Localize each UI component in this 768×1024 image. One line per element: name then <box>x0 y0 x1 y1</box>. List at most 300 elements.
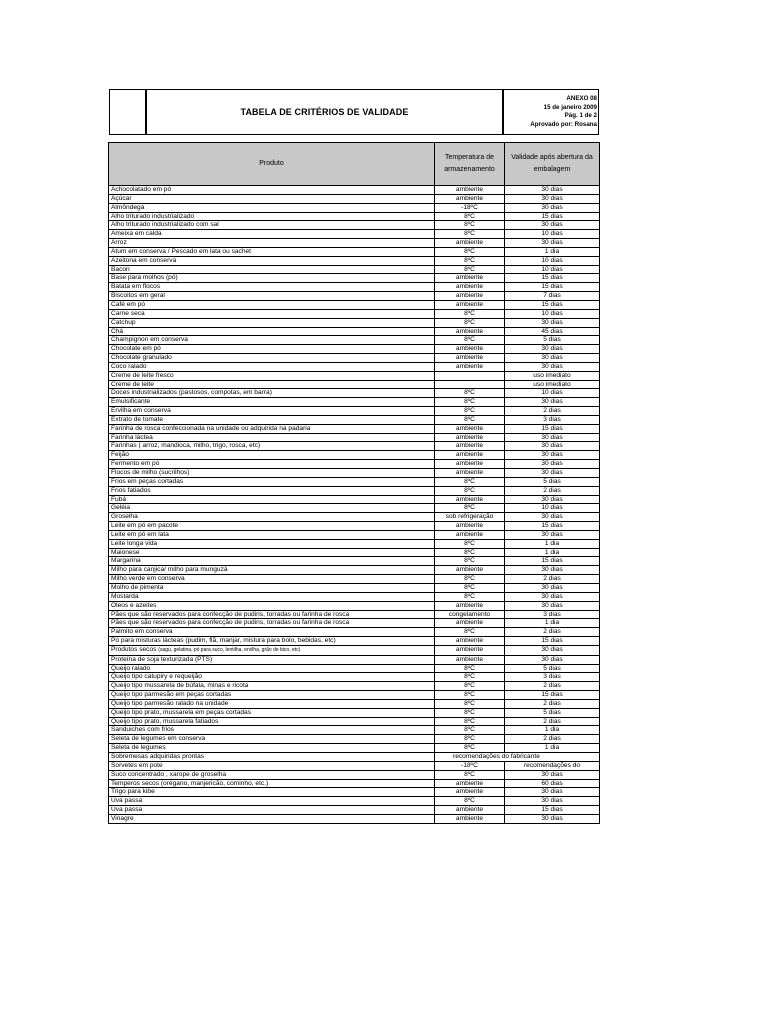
product-cell <box>109 548 435 557</box>
table-row <box>109 628 600 637</box>
validity-cell <box>505 442 600 451</box>
temperature-cell-text: recomendações do fabricante <box>453 753 540 760</box>
temperature-cell <box>435 451 505 460</box>
product-cell <box>109 691 435 700</box>
validity-cell-text: 30 dias <box>541 495 563 503</box>
temperature-cell <box>435 371 505 380</box>
product-cell-text: Leite longa vida <box>111 539 158 547</box>
temperature-cell-text: -18ºC <box>461 203 478 211</box>
validity-cell <box>505 610 600 619</box>
temperature-cell <box>435 415 505 424</box>
validity-cell-text: 30 dias <box>541 354 563 362</box>
product-cell-text: Milho para canjica/ milho para munguzá <box>111 566 228 574</box>
product-cell <box>109 557 435 566</box>
validity-cell-text: 30 dias <box>541 239 563 247</box>
table-row <box>109 655 600 664</box>
table-row <box>109 744 600 753</box>
temperature-cell-text: ambiente <box>455 460 484 468</box>
product-cell <box>109 673 435 682</box>
temperature-cell <box>435 380 505 389</box>
product-cell <box>109 619 435 628</box>
validity-cell <box>505 708 600 717</box>
validity-cell-text: 7 dias <box>543 292 561 300</box>
product-cell <box>109 407 435 416</box>
temperature-cell-text: 8ºC <box>464 407 475 415</box>
table-row <box>109 194 600 203</box>
validity-cell-text: 30 dias <box>541 186 563 193</box>
temperature-cell-text: 8ºC <box>464 699 475 707</box>
temperature-cell-text: ambiente <box>455 522 484 530</box>
validity-cell <box>505 583 600 592</box>
table-row <box>109 601 600 610</box>
table-row <box>109 699 600 708</box>
validity-cell-text: 30 dias <box>541 451 563 459</box>
validity-cell-text: 1 dia <box>544 548 560 556</box>
temperature-cell <box>435 575 505 584</box>
temperature-cell <box>435 239 505 248</box>
temperature-cell-text: 8ºC <box>464 691 475 699</box>
temperature-cell <box>435 708 505 717</box>
table-row <box>109 442 600 451</box>
validity-cell-text: 1 dia <box>544 726 560 734</box>
product-cell-text: Doces industrializados (pastosos, compotas, em barra) <box>111 389 272 397</box>
temperature-cell-text: sob refrigeração <box>445 513 494 521</box>
temperature-cell-text: ambiente <box>455 433 484 441</box>
temperature-cell-text: 8ºC <box>464 735 475 743</box>
validity-cell <box>505 389 600 398</box>
validity-cell <box>505 717 600 726</box>
temperature-cell-text: 8ºC <box>464 673 475 681</box>
product-cell-text: Frios fatiados <box>111 486 151 494</box>
table-row <box>109 212 600 221</box>
table-row <box>109 371 600 380</box>
table-row <box>109 354 600 363</box>
temperature-cell-text: 8ºC <box>464 708 475 716</box>
validity-cell <box>505 592 600 601</box>
product-cell <box>109 274 435 283</box>
product-cell-text: Creme de leite <box>111 380 154 388</box>
product-cell <box>109 513 435 522</box>
temperature-cell-text: ambiente <box>455 239 484 247</box>
table-row <box>109 292 600 301</box>
temperature-cell <box>435 274 505 283</box>
validity-cell <box>505 522 600 531</box>
document-header <box>109 89 599 135</box>
validity-cell-text: 1 dia <box>544 247 560 255</box>
validity-cell-text: 10 dias <box>541 309 563 317</box>
table-row <box>109 522 600 531</box>
table-row <box>109 433 600 442</box>
temperature-cell <box>435 699 505 708</box>
validity-cell <box>505 371 600 380</box>
temperature-cell <box>435 770 505 779</box>
validity-cell <box>505 486 600 495</box>
product-cell <box>109 354 435 363</box>
validity-cell-text: 45 dias <box>541 327 563 335</box>
product-cell-text: Groselha <box>111 513 138 521</box>
temperature-cell-text: 8ºC <box>464 221 475 229</box>
validity-cell-text: uso imediato <box>533 371 571 379</box>
validity-cell-text: 30 dias <box>541 469 563 476</box>
temperature-cell-text: 8ºC <box>464 592 475 600</box>
temperature-cell <box>435 806 505 815</box>
product-cell <box>109 797 435 806</box>
validity-cell-text: 60 dias <box>541 779 563 787</box>
temperature-cell <box>435 592 505 601</box>
table-row <box>109 460 600 469</box>
validity-cell <box>505 575 600 584</box>
table-row <box>109 256 600 265</box>
temperature-cell <box>435 779 505 788</box>
product-cell <box>109 380 435 389</box>
product-cell-text: Pó para misturas lácteas (pudim, flã, manjar, mistura para bolo, bebidas, etc) <box>111 637 336 645</box>
validity-cell-text: 15 dias <box>541 424 563 432</box>
temperature-cell <box>435 407 505 416</box>
validity-cell <box>505 345 600 354</box>
validity-cell <box>505 424 600 433</box>
validity-cell <box>505 744 600 753</box>
temperature-cell-text: 8ºC <box>464 318 475 326</box>
product-cell <box>109 682 435 691</box>
table-row <box>109 398 600 407</box>
validity-cell <box>505 318 600 327</box>
validity-cell-text: 30 dias <box>541 788 563 796</box>
product-cell-text: Batata em flocos <box>111 283 161 291</box>
temperature-cell <box>435 814 505 823</box>
column-header-temperature: Temperatura de armazenamento <box>435 143 505 186</box>
table-row <box>109 557 600 566</box>
product-cell-text: Óleos e azeites <box>111 601 157 609</box>
temperature-cell <box>435 477 505 486</box>
table-row <box>109 664 600 673</box>
product-cell-text: Queijo tipo catupiry e requeijão <box>111 673 202 681</box>
product-cell <box>109 592 435 601</box>
product-cell-text: Queijo tipo prato, mussarela em peças cortadas <box>111 708 252 716</box>
product-cell-text: Café em pó <box>111 300 146 308</box>
table-header-row <box>109 143 600 186</box>
temperature-cell <box>435 318 505 327</box>
temperature-cell-text: ambiente <box>455 530 484 538</box>
product-cell <box>109 442 435 451</box>
temperature-cell <box>435 628 505 637</box>
temperature-cell <box>435 682 505 691</box>
table-row <box>109 300 600 309</box>
product-cell <box>109 583 435 592</box>
temperature-cell-text: ambiente <box>455 619 484 627</box>
product-cell <box>109 735 435 744</box>
validity-cell-text: uso imediato <box>533 380 571 388</box>
temperature-cell-text: 8ºC <box>464 504 475 512</box>
temperature-cell-text: ambiente <box>455 362 484 370</box>
validity-cell <box>505 415 600 424</box>
validity-cell <box>505 566 600 575</box>
table-row <box>109 761 600 770</box>
validity-cell <box>505 460 600 469</box>
product-cell <box>109 292 435 301</box>
product-cell-text: Arroz <box>111 239 127 247</box>
validity-cell-text: 30 dias <box>541 530 563 538</box>
table-row <box>109 814 600 823</box>
approved-by: Aprovado por: Rosana <box>530 120 597 128</box>
table-row <box>109 708 600 717</box>
product-cell <box>109 504 435 513</box>
validity-cell <box>505 557 600 566</box>
validity-cell <box>505 451 600 460</box>
temperature-cell <box>435 469 505 478</box>
temperature-cell-text: 8ºC <box>464 389 475 397</box>
temperature-cell-text: ambiente <box>455 779 484 787</box>
temperature-cell-text: 8ºC <box>464 212 475 220</box>
table-row <box>109 645 600 655</box>
temperature-cell <box>435 522 505 531</box>
product-cell <box>109 770 435 779</box>
temperature-cell-text: 8ºC <box>464 486 475 494</box>
table-row <box>109 221 600 230</box>
validity-cell-text: 3 dias <box>543 415 561 423</box>
product-cell-text: Temperos secos (orégano, manjericão, cominho, etc.) <box>111 779 269 787</box>
temperature-cell <box>435 327 505 336</box>
validity-cell <box>505 283 600 292</box>
table-row <box>109 566 600 575</box>
validity-cell-text: 15 dias <box>541 806 563 814</box>
temperature-cell <box>435 354 505 363</box>
temperature-cell <box>435 788 505 797</box>
temperature-cell-text: ambiente <box>455 194 484 202</box>
validity-cell-text: 5 dias <box>543 477 561 485</box>
product-cell-text: Trigo para kibe <box>111 788 155 796</box>
product-cell-text: Pães que são reservados para confecção de pudins, torradas ou farinha de rosca <box>111 610 350 618</box>
product-cell-text: Geléia <box>111 504 131 512</box>
table-row <box>109 415 600 424</box>
temperature-cell-text: 8ºC <box>464 247 475 255</box>
validity-cell <box>505 655 600 664</box>
validity-cell-text: 1 dia <box>544 539 560 547</box>
product-cell <box>109 203 435 212</box>
temperature-cell <box>435 203 505 212</box>
product-cell <box>109 530 435 539</box>
validity-cell <box>505 274 600 283</box>
product-cell-text: Queijo tipo parmesão ralado na unidade <box>111 699 229 707</box>
product-cell <box>109 628 435 637</box>
product-cell <box>109 539 435 548</box>
product-cell-text: Milho verde em conserva <box>111 575 185 583</box>
temperature-cell <box>435 761 505 770</box>
validity-cell-text: 1 dia <box>544 619 560 627</box>
temperature-cell <box>435 186 505 195</box>
validity-cell-text: 30 dias <box>541 460 563 468</box>
table-row <box>109 477 600 486</box>
table-row <box>109 753 600 762</box>
product-cell-text: Pães que são reservados para confecção de pudins, torradas ou farinha de rosca <box>111 619 350 627</box>
product-cell <box>109 371 435 380</box>
temperature-cell <box>435 735 505 744</box>
table-row <box>109 318 600 327</box>
validity-cell-text: 30 dias <box>541 221 563 229</box>
table-row <box>109 682 600 691</box>
temperature-cell-text: 8ºC <box>464 539 475 547</box>
product-cell-text: Queijo ralado <box>111 664 151 672</box>
temperature-cell <box>435 495 505 504</box>
product-cell-text: Achocolatado em pó <box>111 186 172 193</box>
validity-cell <box>505 407 600 416</box>
product-cell <box>109 309 435 318</box>
validity-cell <box>505 292 600 301</box>
temperature-cell <box>435 673 505 682</box>
product-cell-text: Seleta de legumes <box>111 744 166 752</box>
product-cell <box>109 221 435 230</box>
product-cell <box>109 362 435 371</box>
column-header-product: Produto <box>109 143 435 186</box>
temperature-cell <box>435 513 505 522</box>
temperature-cell-text: 8ºC <box>464 265 475 273</box>
temperature-cell <box>435 221 505 230</box>
validity-cell <box>505 300 600 309</box>
temperature-cell-text: ambiente <box>455 566 484 574</box>
validity-cell <box>505 779 600 788</box>
validity-cell-text: 30 dias <box>541 194 563 202</box>
temperature-cell <box>435 797 505 806</box>
table-row <box>109 592 600 601</box>
table-row <box>109 283 600 292</box>
product-cell-text: Sorvetes em pote <box>111 761 163 769</box>
product-cell <box>109 336 435 345</box>
temperature-cell <box>435 655 505 664</box>
validity-cell <box>505 354 600 363</box>
validity-cell-text: 30 dias <box>541 398 563 406</box>
product-cell-text: Seleta de legumes em conserva <box>111 735 206 743</box>
product-cell <box>109 699 435 708</box>
product-cell-text: Açúcar <box>111 194 132 202</box>
validity-cell-text: recomendações do <box>523 761 581 769</box>
temperature-cell-text: ambiente <box>455 300 484 308</box>
temperature-cell-text: 8ºC <box>464 548 475 556</box>
validity-cell-text: 15 dias <box>541 274 563 282</box>
temperature-cell <box>435 460 505 469</box>
table-row <box>109 797 600 806</box>
table-row <box>109 788 600 797</box>
temperature-cell <box>435 247 505 256</box>
temperature-cell <box>435 504 505 513</box>
table-row <box>109 637 600 646</box>
product-cell <box>109 247 435 256</box>
table-row <box>109 691 600 700</box>
product-cell-text: Carne seca <box>111 309 145 317</box>
temperature-cell <box>435 664 505 673</box>
validity-cell-text: 30 dias <box>541 442 563 450</box>
table-row <box>109 407 600 416</box>
validity-cell <box>505 327 600 336</box>
temperature-cell <box>435 753 540 762</box>
product-cell <box>109 717 435 726</box>
validity-cell <box>505 619 600 628</box>
product-cell <box>109 477 435 486</box>
product-cell-text: Almôndega <box>111 203 145 211</box>
table-row <box>109 575 600 584</box>
validity-cell-text: 5 dias <box>543 664 561 672</box>
table-row <box>109 548 600 557</box>
table-row <box>109 230 600 239</box>
product-cell-text: Queijo tipo prato, mussarela fatiados <box>111 717 219 725</box>
page-number: Pág. 1 de 2 <box>564 112 597 119</box>
product-cell-text: Sobremesas adquiridas prontas <box>111 753 205 760</box>
validity-cell <box>505 601 600 610</box>
product-cell-text: Champignon em conserva <box>111 336 188 344</box>
validity-cell-text: 30 dias <box>541 646 563 654</box>
temperature-cell <box>435 230 505 239</box>
temperature-cell-text: ambiente <box>455 354 484 362</box>
product-cell <box>109 460 435 469</box>
temperature-cell-text: ambiente <box>455 806 484 814</box>
product-cell <box>109 230 435 239</box>
product-cell-text: Palmito em conserva <box>111 628 173 636</box>
temperature-cell-text: ambiente <box>455 283 484 291</box>
table-row <box>109 327 600 336</box>
validity-cell-text: 3 dias <box>543 673 561 681</box>
table-row <box>109 309 600 318</box>
validity-cell <box>505 548 600 557</box>
temperature-cell <box>435 362 505 371</box>
table-row <box>109 539 600 548</box>
product-cell <box>109 726 435 735</box>
validity-cell-text: 10 dias <box>541 504 563 512</box>
validity-cell-text: 15 dias <box>541 637 563 645</box>
validity-cell <box>505 664 600 673</box>
temperature-cell <box>435 486 505 495</box>
temperature-cell-text: 8ºC <box>464 575 475 583</box>
temperature-cell <box>435 539 505 548</box>
temperature-cell-text: 8ºC <box>464 230 475 238</box>
temperature-cell <box>435 566 505 575</box>
table-row <box>109 770 600 779</box>
product-cell-text: Uva passa <box>111 797 143 805</box>
temperature-cell-text: 8ºC <box>464 398 475 406</box>
validity-cell <box>505 673 600 682</box>
temperature-cell <box>435 309 505 318</box>
temperature-cell <box>435 583 505 592</box>
temperature-cell <box>435 619 505 628</box>
validity-cell <box>505 788 600 797</box>
validity-cell <box>505 513 600 522</box>
validity-cell-text: 30 dias <box>541 655 563 663</box>
validity-cell-text: 30 dias <box>541 203 563 211</box>
product-cell <box>109 327 435 336</box>
product-cell <box>109 522 435 531</box>
temperature-cell-text: ambiente <box>455 345 484 353</box>
validity-cell-text: 30 dias <box>541 797 563 805</box>
product-cell <box>109 469 435 478</box>
column-header-validity: Validade após abertura da embalagem <box>505 143 600 186</box>
validity-cell <box>505 256 600 265</box>
temperature-cell <box>435 442 505 451</box>
product-cell <box>109 575 435 584</box>
validity-cell-text: 15 dias <box>541 283 563 291</box>
product-cell <box>109 753 435 762</box>
table-row <box>109 186 600 195</box>
validity-cell-text: 10 dias <box>541 389 563 397</box>
product-cell-text: Farinha de rosca confeccionada na unidade ou adquirida na padaria <box>111 424 311 432</box>
validity-cell <box>505 433 600 442</box>
validity-cell-text: 30 dias <box>541 433 563 441</box>
validity-cell <box>505 194 600 203</box>
validity-cell-text: 2 dias <box>543 735 561 743</box>
table-row <box>109 239 600 248</box>
product-cell-text: Suco concentrado , xarope de groselha <box>111 770 227 778</box>
temperature-cell-text: ambiente <box>455 788 484 796</box>
temperature-cell <box>435 601 505 610</box>
product-cell-text: Mostarda <box>111 592 139 600</box>
validity-cell <box>505 380 600 389</box>
temperature-cell-text: ambiente <box>455 601 484 609</box>
